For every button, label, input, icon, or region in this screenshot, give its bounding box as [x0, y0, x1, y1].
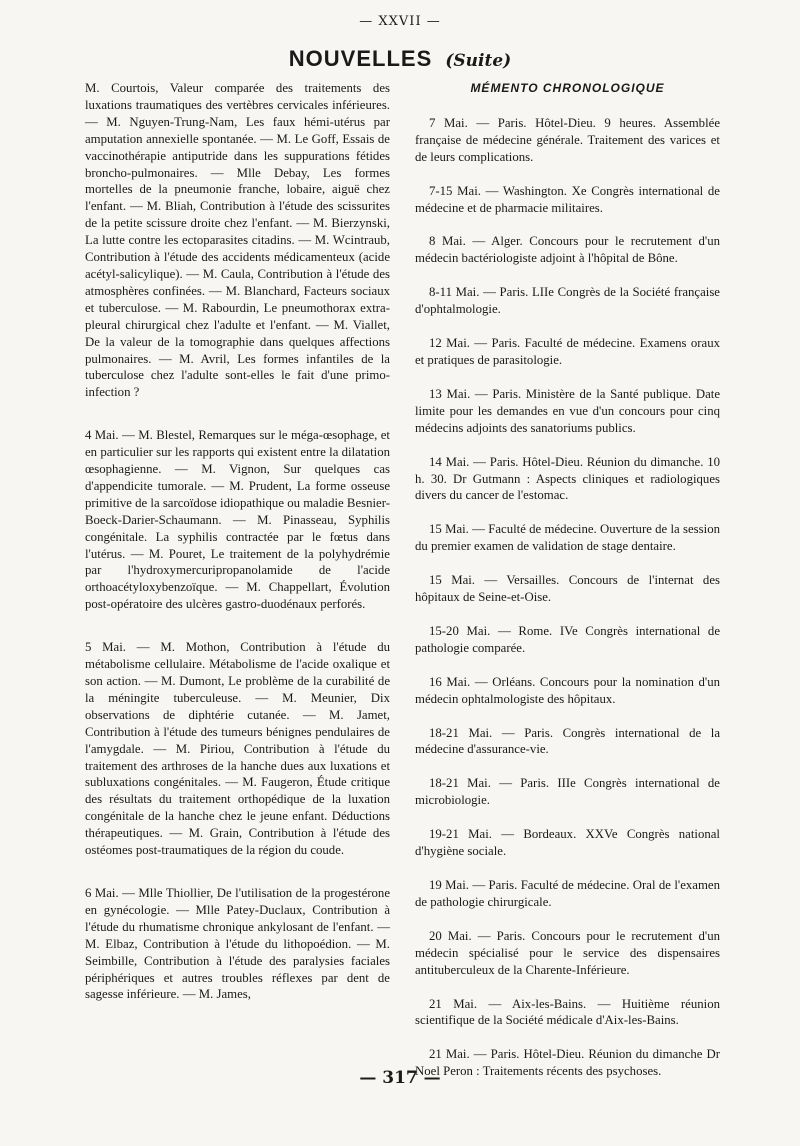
- page-roman-numeral: — XXVII —: [359, 14, 441, 29]
- memento-entry: 20 Mai. — Paris. Concours pour le recrutement d'un médecin spécialisé pour le service des dispensaires antituberculeux de la Charente-Inférieure.: [415, 928, 720, 977]
- left-column: [85, 80, 390, 1029]
- memento-entry: 19 Mai. — Paris. Faculté de médecine. Oral de l'examen de pathologie chirurgicale.: [415, 878, 720, 909]
- memento-entry: 12 Mai. — Paris. Faculté de médecine. Examens oraux et pratiques de parasitologie.: [415, 336, 720, 367]
- memento-entry: 18-21 Mai. — Paris. IIIe Congrès international de microbiologie.: [415, 776, 720, 808]
- thesis-paragraph: 4 Mai. — M. Blestel, Remarques sur le méga-œsophage, et en particulier sur les rapports qui existent entre la dilatation œsophagienne. — M. Vignon, Sur quelques cas d'appendicite tumorale. — M. Prudent, La forme osseuse primitive de la sarcoïdose idiopathique ou maladie Besnier-Boeck-Darier-Schaumann. — M. Pinasseau, Syphilis congénitale. La syphilis contractée par le fœtus dans l'utérus. — M. Pouret, Le traitement de la polyhydrémie par l'hydroxymercuripropanolamide de l'acide orthoacétyloxybenzoïque. — M. Chappellart, Évolution post-opératoire des ulcères gastro-duodénaux perforés.: [85, 428, 391, 612]
- title-text: NOUVELLES: [288, 46, 433, 71]
- memento-entry: 7 Mai. — Paris. Hôtel-Dieu. 9 heures. Assemblée française de médecine générale. Traitement des varices et de leurs complications.: [415, 115, 720, 164]
- memento-entry: 8-11 Mai. — Paris. LIIe Congrès de la Société française d'ophtalmologie.: [415, 285, 720, 317]
- memento-entry: 16 Mai. — Orléans. Concours pour la nomination d'un médecin ophtalmologiste des hôpitaux.: [415, 674, 720, 706]
- thesis-paragraph: 5 Mai. — M. Mothon, Contribution à l'étude du métabolisme cellulaire. Métabolisme de l'acide oxalique et son action. — M. Dumont, Le problème de la curabilité de la méningite tuberculeuse. — M. Meunier, Dix observations de diphtérie cutanée. — M. Jamet, Contribution à l'étude des tumeurs bénignes pendulaires de l'amygdale. — M. Piriou, Contribution à l'étude du traitement des arthroses de la hanche dues aux luxations et subluxations congénitales. — M. Faugeron, Étude critique des résultats du traitement orthopédique de la luxation congénitale de la hanche chez le jeune enfant. Déductions thérapeutiques. — M. Grain, Contribution à l'étude des ostéomes post-traumatiques de la région du coude.: [85, 640, 390, 858]
- title-suite: (Suite): [445, 51, 512, 71]
- memento-heading: MÉMENTO CHRONOLOGIQUE: [470, 81, 665, 95]
- page-number: — 317 —: [359, 1068, 441, 1088]
- right-column: [415, 80, 720, 1097]
- memento-entry: 21 Mai. — Paris. Hôtel-Dieu. Réunion du dimanche Dr Noel Peron : Traitements récents des psychoses.: [415, 1047, 720, 1079]
- thesis-paragraph: 6 Mai. — Mlle Thiollier, De l'utilisation de la progestérone en gynécologie. — Mlle Patey-Duclaux, Contribution à l'étude du rhumatisme chronique ankylosant de l'enfant. — M. Elbaz, Contribution à l'étude du lithopoédion. — M. Seimbille, Contribution à l'étude des paralysies faciales périphériques et autres troubles réflexes par dent de sagesse inférieure. — M. James,: [85, 885, 390, 1002]
- memento-entry: 15-20 Mai. — Rome. IVe Congrès international de pathologie comparée.: [415, 623, 720, 655]
- memento-entry: 18-21 Mai. — Paris. Congrès international de la médecine d'assurance-vie.: [415, 725, 720, 757]
- memento-entry: 8 Mai. — Alger. Concours pour le recrutement d'un médecin bactériologiste adjoint à l'hôpital de Bône.: [415, 234, 720, 266]
- memento-entry: 7-15 Mai. — Washington. Xe Congrès international de médecine et de pharmacie militaires.: [415, 183, 720, 215]
- memento-entry: 19-21 Mai. — Bordeaux. XXVe Congrès national d'hygiène sociale.: [415, 827, 720, 859]
- thesis-paragraph: M. Courtois, Valeur comparée des traitements des luxations traumatiques des vertèbres cervicales inférieures. — M. Nguyen-Trung-Nam, Les faux hémi-utérus par amputation annexielle spontanée. — M. Le Goff, Essais de vaccinothérapie antiputride dans les suppurations fétides broncho-pulmonaires. — Mlle Debay, Les formes mortelles de la pneumonie franche, lobaire, aiguë chez l'enfant. — M. Bliah, Contribution à l'étude des scissurites de la petite scissure droite chez l'enfant. — M. Bierzynski, La lutte contre les ectoparasites citadins. — M. Wcintraub, Contribution à l'étude des accidents médicamenteux (acide acétyl-salicylique). — M. Caula, Contribution à l'étude des atmosphères confinées. — M. Blanchard, Facteurs sociaux et tuberculose. — M. Rabourdin, Le pneumothorax extra-pleural chirurgical chez l'adulte et l'enfant. — M. Viallet, De la valeur de la tomographie dans quelques affections pulmonaires. — M. Avril, Les formes infantiles de la tuberculose chez l'adulte sont-elles le fait d'une primo-infection ?: [85, 81, 390, 400]
- memento-entry: 21 Mai. — Aix-les-Bains. — Huitième réunion scientifique de la Société médicale d'Aix-les-Bains.: [415, 996, 720, 1028]
- memento-entry: 14 Mai. — Paris. Hôtel-Dieu. Réunion du dimanche. 10 h. 30. Dr Gutmann : Aspects cliniques et radiologiques divers du cancer de l'estomac.: [415, 454, 720, 503]
- memento-entry: 15 Mai. — Faculté de médecine. Ouverture de la session du premier examen de validation de stage dentaire.: [415, 522, 720, 554]
- page-title: [0, 46, 800, 72]
- memento-entry: 13 Mai. — Paris. Ministère de la Santé publique. Date limite pour les demandes en vue d'un concours pour cinq médecins adjoints des sanatoriums publics.: [415, 386, 720, 435]
- memento-entry: 15 Mai. — Versailles. Concours de l'internat des hôpitaux de Seine-et-Oise.: [415, 573, 720, 605]
